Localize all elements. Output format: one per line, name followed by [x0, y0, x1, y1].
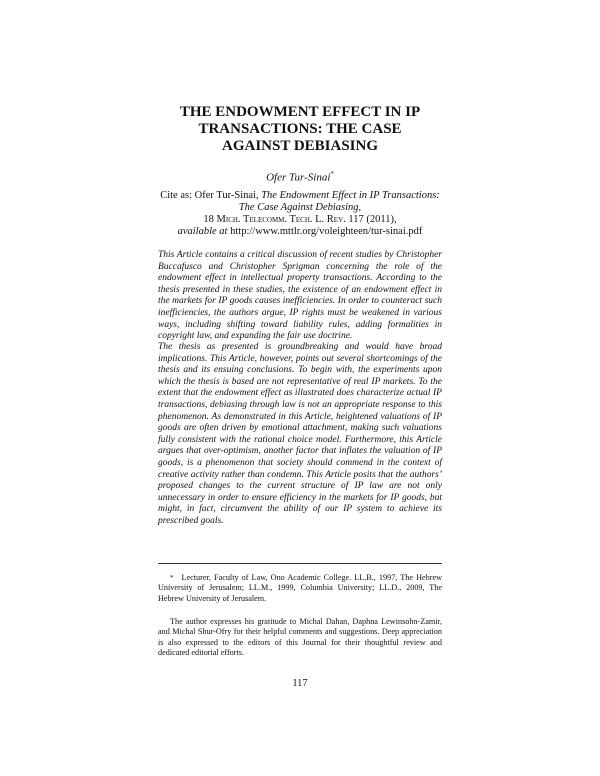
citation-block	[150, 190, 450, 238]
citation-volume: 18	[203, 214, 217, 225]
footnote-text: Lecturer, Faculty of Law, Ono Academic College. LL.B., 1997, The Hebrew University of Jerusalem; LL.M., 1999, Columbia University; LL.D., 2009, The Hebrew University of Jerusalem.	[158, 573, 442, 603]
citation-journal: Mich. Telecomm. Tech. L. Rev.	[216, 214, 346, 225]
author-line	[150, 170, 450, 184]
abstract-paragraph: The thesis as presented is groundbreaking and would have broad implications. This Article, however, points out several shortcomings of the thesis and its ensuing conclusions. To begin with, the experiments upon which the thesis is based are not representative of real IP markets. To the extent that the endowment effect as illustrated does characterize actual IP transactions, debiasing through law is not an appropriate response to this phenomenon. As demonstrated in this Article, heightened valuations of IP goods are often driven by emotional attachment, making such valuations fully consistent with the rational choice model. Furthermore, this Article argues that over-optimism, another factor that inflates the valuation of IP goods, is a phenomenon that society should commend in the context of creative activity rather than condemn. This Article posits that the authors’ proposed changes to the current structure of IP law are not only unnecessary in order to ensure efficiency in the markets for IP goods, but might, in fact, circumvent the ability of our IP system to achieve its prescribed goals.	[158, 342, 442, 526]
citation-url[interactable]: http://www.mttlr.org/voleighteen/tur-sinai.pdf	[227, 226, 423, 237]
citation-line-2	[150, 202, 450, 214]
citation-comma: ,	[358, 202, 362, 213]
footnote-2: The author expresses his gratitude to Michal Dahan, Daphna Lewinsohn-Zamir, and Michal Shur-Ofry for their helpful comments and suggestions. Deep appreciation is also expressed to the editors of this Journal for their thoughtful review and dedicated editorial efforts.	[158, 617, 442, 658]
article-title	[150, 104, 450, 155]
citation-line-4	[150, 226, 450, 238]
author-name: Ofer Tur-Sinai	[266, 171, 331, 184]
citation-prefix: Cite as: Ofer Tur-Sinai,	[160, 190, 262, 201]
footnote-mark: *	[170, 574, 174, 582]
author-footnote-mark: *	[330, 170, 334, 178]
abstract-paragraph: This Article contains a critical discussion of recent studies by Christopher Buccafusco and Christopher Sprigman concerning the role of the endowment effect in intellectual property transactions. According to the thesis presented in these studies, the existence of an endowment effect in the markets for IP goods causes inefficiencies. In order to counteract such inefficiencies, the authors argue, IP rights must be weakened in various ways, including shifting toward liability rules, adding formalities in copyright law, and expanding the fair use doctrine.	[158, 250, 442, 342]
citation-line-1	[150, 190, 450, 202]
citation-article-title-2: The Case Against Debiasing	[238, 202, 359, 213]
footnote-divider	[158, 563, 442, 564]
title-line: THE ENDOWMENT EFFECT IN IP	[179, 104, 421, 120]
footnote-1	[158, 573, 442, 604]
page-number: 117	[292, 678, 308, 689]
citation-available: available at	[177, 226, 228, 237]
citation-article-title: The Endowment Effect in IP Transactions:	[261, 190, 440, 201]
title-line: AGAINST DEBIASING	[221, 138, 379, 154]
citation-line-3	[150, 214, 450, 226]
title-line: TRANSACTIONS: THE CASE	[198, 121, 402, 137]
citation-volume-suffix: 117 (2011),	[345, 214, 397, 225]
